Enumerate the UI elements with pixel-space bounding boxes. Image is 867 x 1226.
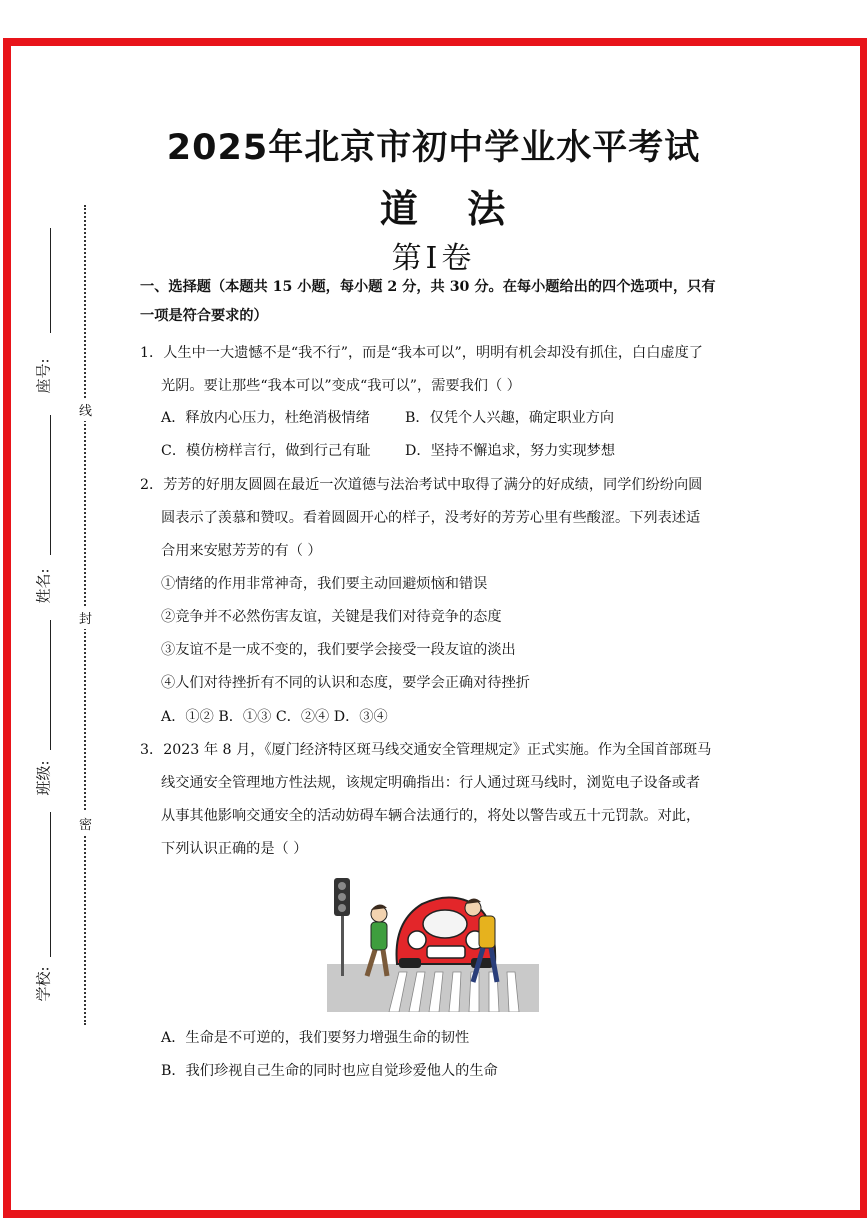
q2-statement-2: ②竞争并不必然伤害友谊，关键是我们对待竞争的态度 [161, 609, 502, 625]
q1-option-c: C．模仿榜样言行，做到行己有耻 [161, 443, 371, 459]
crosswalk-car-illustration [327, 872, 539, 1012]
seal-char-xian: 线 [79, 398, 92, 421]
q3-option-a: A．生命是不可逆的，我们要努力增强生命的韧性 [161, 1030, 470, 1046]
q3-stem-line3: 从事其他影响交通安全的活动妨碍车辆合法通行的，将处以警告或五十元罚款。对此， [161, 808, 701, 824]
section-heading-line2: 一项是符合要求的） [140, 308, 268, 324]
q2-stem-line1: 2．芳芳的好朋友圆圆在最近一次道德与法治考试中取得了满分的好成绩，同学们纷纷向圆 [140, 477, 703, 493]
school-fill-line [50, 812, 51, 957]
class-label: 班级: [34, 760, 53, 796]
q1-stem-line1: 1．人生中一大遗憾不是“我不行”，而是“我本可以”，明明有机会却没有抓住，白白虚度了 [140, 345, 703, 361]
seal-char-mi: 密 [79, 812, 92, 835]
school-label: 学校: [34, 966, 53, 1002]
seat-fill-line [50, 228, 51, 333]
q3-stem-line1: 3．2023 年 8 月，《厦门经济特区斑马线交通安全管理规定》正式实施。作为全国首部斑马 [140, 742, 712, 758]
q3-stem-line2: 线交通安全管理地方性法规，该规定明确指出：行人通过斑马线时，浏览电子设备或者 [161, 775, 701, 791]
q2-stem-line2: 圆表示了羡慕和赞叹。看着圆圆开心的样子，没考好的芳芳心里有些酸涩。下列表述适 [161, 510, 701, 526]
q3-option-b: B．我们珍视自己生命的同时也应自觉珍爱他人的生命 [161, 1063, 498, 1079]
section-heading-line1: 一、选择题（本题共 15 小题，每小题 2 分，共 30 分。在每小题给出的四个选项中，只有 [140, 279, 716, 295]
seat-label: 座号: [34, 358, 53, 394]
q2-statement-3: ③友谊不是一成不变的，我们要学会接受一段友谊的淡出 [161, 642, 516, 658]
q1-stem-line2: 光阴。要让那些“我本可以”变成“我可以”，需要我们（ ） [161, 378, 521, 394]
class-fill-line [50, 620, 51, 750]
q1-option-b: B．仅凭个人兴趣，确定职业方向 [405, 410, 615, 426]
q2-statement-1: ①情绪的作用非常神奇，我们要主动回避烦恼和错误 [161, 576, 488, 592]
volume-title: 第I卷 [391, 241, 476, 276]
name-label: 姓名: [34, 568, 53, 604]
q1-option-a: A．释放内心压力，杜绝消极情绪 [161, 410, 370, 426]
subject-title: 道 法 [379, 187, 524, 231]
q2-statement-4: ④人们对待挫折有不同的认识和态度，要学会正确对待挫折 [161, 675, 530, 691]
name-fill-line [50, 415, 51, 555]
seal-char-feng: 封 [79, 606, 92, 629]
q2-stem-line3: 合用来安慰芳芳的有（ ） [161, 543, 322, 559]
q2-options: A．①② B．①③ C．②④ D．③④ [161, 709, 388, 725]
exam-title: 2025年北京市初中学业水平考试 [166, 128, 701, 168]
q3-stem-line4: 下列认识正确的是（ ） [161, 841, 308, 857]
q1-option-d: D．坚持不懈追求，努力实现梦想 [405, 443, 616, 459]
